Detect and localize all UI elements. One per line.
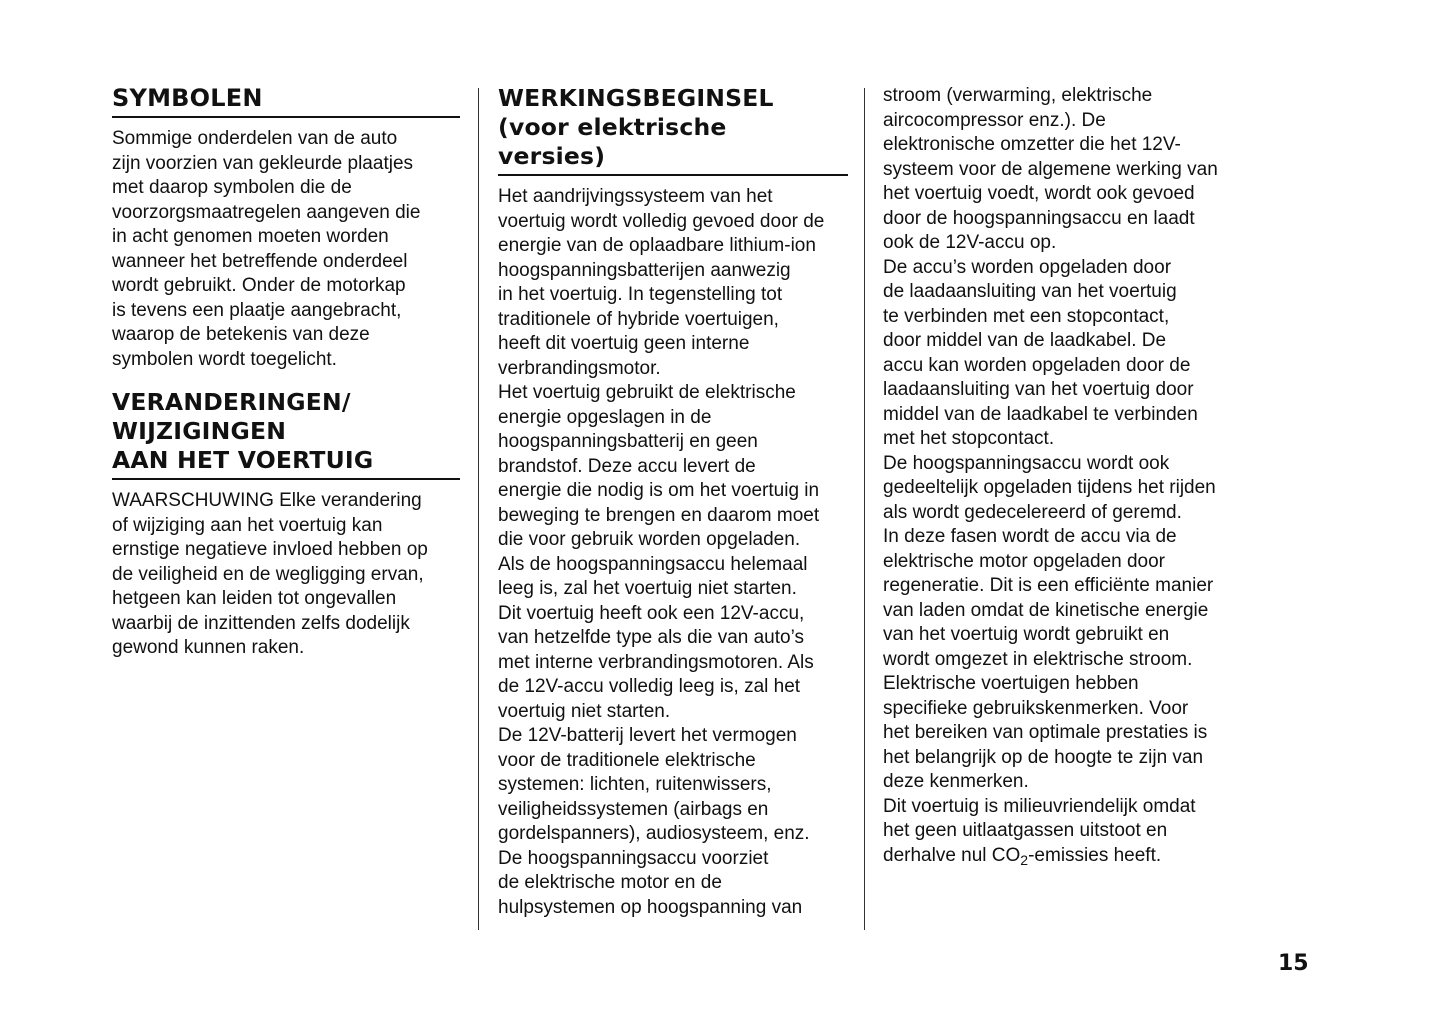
text-line: hoogspanningsbatterij en geen [498, 431, 758, 452]
middle-column [498, 84, 848, 920]
text-line: met interne verbrandingsmotoren. Als [498, 651, 814, 673]
text-line: met het stopcontact. [883, 428, 1055, 449]
text-line: in acht genomen moeten worden [112, 226, 389, 247]
werkingsbeginsel-paragraph [498, 185, 848, 920]
text-line: voertuig niet starten. [498, 700, 671, 722]
co2-subscript: 2 [1020, 851, 1029, 868]
text-line: brandstof. Deze accu levert de [498, 455, 756, 477]
text-line: voertuig wordt volledig gevoed door de [498, 210, 825, 232]
heading-symbolen: SYMBOLEN [112, 84, 460, 118]
co2-line [883, 844, 1243, 869]
wijzigingen-paragraph [112, 489, 460, 661]
co2-suffix: -emissies heeft. [1028, 844, 1162, 866]
text-line: energie opgeslagen in de [498, 406, 712, 428]
text-line: middel van de laadkabel te verbinden [883, 403, 1198, 425]
text-line: Als de hoogspanningsaccu helemaal [498, 553, 808, 575]
text-line: door middel van de laadkabel. De [883, 330, 1167, 351]
text-line: te verbinden met een stopcontact, [883, 305, 1170, 327]
text-line: in het voertuig. In tegenstelling tot [498, 284, 783, 305]
text-line: het belangrijk op de hoogte te zijn van [883, 746, 1204, 768]
heading-werkingsbeginsel [498, 84, 848, 176]
text-line: hoogspanningsbatterijen aanwezig [498, 259, 791, 281]
text-line: de veiligheid en de wegligging ervan, [112, 563, 424, 585]
heading-line: VERANDERINGEN/ [112, 388, 351, 416]
text-line: wanneer het betreffende onderdeel [112, 250, 408, 272]
text-line: regeneratie. Dit is een efficiënte manier [883, 575, 1214, 596]
text-line: ernstige negatieve invloed hebben op [112, 539, 428, 560]
text-line: hetgeen kan leiden tot ongevallen [112, 588, 397, 609]
text-line: gordelspanners), audiosysteem, enz. [498, 823, 810, 844]
heading-line: WIJZIGINGEN [112, 417, 287, 445]
text-line: De accu’s worden opgeladen door [883, 256, 1172, 278]
text-line: het voertuig voedt, wordt ook gevoed [883, 183, 1195, 204]
text-line: energie van de oplaadbare lithium-ion [498, 235, 816, 256]
text-line: het bereiken van optimale prestaties is [883, 722, 1208, 743]
column-divider-left [478, 88, 479, 930]
co2-prefix: derhalve nul CO [883, 844, 1021, 866]
text-line: beweging te brengen en daarom moet [498, 504, 820, 526]
text-line: Dit voertuig is milieuvriendelijk omdat [883, 795, 1196, 817]
right-column [883, 84, 1243, 868]
text-line: is tevens een plaatje aangebracht, [112, 299, 402, 321]
text-line: elektronische omzetter die het 12V- [883, 134, 1181, 155]
text-line: of wijziging aan het voertuig kan [112, 514, 383, 536]
text-line: voorzorgsmaatregelen aangeven die [112, 201, 421, 223]
text-line: leeg is, zal het voertuig niet starten. [498, 578, 797, 599]
heading-line: (voor elektrische [498, 113, 727, 141]
text-line: WAARSCHUWING Elke verandering [112, 490, 422, 511]
text-line: systemen: lichten, ruitenwissers, [498, 774, 772, 795]
text-line: met daarop symbolen die de [112, 177, 352, 198]
text-line: de 12V-accu volledig leeg is, zal het [498, 676, 801, 697]
heading-line: AAN HET VOERTUIG [112, 446, 374, 474]
text-line: De hoogspanningsaccu voorziet [498, 847, 769, 869]
text-line: energie die nodig is om het voertuig in [498, 480, 820, 501]
text-line: In deze fasen wordt de accu via de [883, 526, 1177, 547]
text-line: de elektrische motor en de [498, 872, 722, 893]
heading-veranderingen-wijzigingen [112, 388, 460, 480]
text-line: wordt omgezet in elektrische stroom. [883, 648, 1193, 670]
text-line: stroom (verwarming, elektrische [883, 85, 1153, 106]
text-line: veiligheidssystemen (airbags en [498, 798, 769, 820]
text-line: heeft dit voertuig geen interne [498, 333, 750, 354]
text-line: verbrandingsmotor. [498, 357, 661, 379]
text-line: gewond kunnen raken. [112, 637, 305, 658]
text-line: Het voertuig gebruikt de elektrische [498, 382, 796, 403]
werkingsbeginsel-continued-paragraph [883, 84, 1243, 868]
text-line: van het voertuig wordt gebruikt en [883, 624, 1170, 645]
text-line: wordt gebruikt. Onder de motorkap [112, 275, 406, 296]
text-line: door de hoogspanningsaccu en laadt [883, 207, 1195, 229]
text-line: accu kan worden opgeladen door de [883, 354, 1191, 376]
text-line: Het aandrijvingssysteem van het [498, 186, 773, 207]
text-line: systeem voor de algemene werking van [883, 158, 1218, 180]
text-line: specifieke gebruikskenmerken. Voor [883, 697, 1189, 719]
heading-line: WERKINGSBEGINSEL [498, 84, 774, 112]
text-line: Elektrische voertuigen hebben [883, 673, 1139, 694]
text-line: die voor gebruik worden opgeladen. [498, 529, 801, 550]
text-line: voor de traditionele elektrische [498, 749, 756, 771]
text-line: aircocompressor enz.). De [883, 109, 1106, 131]
symbolen-paragraph [112, 127, 460, 372]
page-number: 15 [1278, 951, 1309, 976]
text-line: Dit voertuig heeft ook een 12V-accu, [498, 602, 805, 624]
text-line: De hoogspanningsaccu wordt ook [883, 452, 1170, 474]
text-line: symbolen wordt toegelicht. [112, 348, 337, 370]
text-line: van laden omdat de kinetische energie [883, 599, 1209, 621]
text-line: deze kenmerken. [883, 771, 1029, 792]
text-line: gedeeltelijk opgeladen tijdens het rijden [883, 477, 1216, 498]
column-divider-right [864, 88, 865, 930]
text-line: Sommige onderdelen van de auto [112, 128, 398, 149]
text-line: ook de 12V-accu op. [883, 232, 1057, 253]
text-line: waarop de betekenis van deze [112, 324, 370, 345]
text-line: het geen uitlaatgassen uitstoot en [883, 820, 1168, 841]
text-line: als wordt gedecelereerd of geremd. [883, 501, 1182, 523]
text-line: de laadaansluiting van het voertuig [883, 281, 1177, 302]
text-line: De 12V-batterij levert het vermogen [498, 725, 797, 746]
text-line: hulpsystemen op hoogspanning van [498, 896, 803, 918]
text-line: elektrische motor opgeladen door [883, 550, 1166, 572]
text-line: laadaansluiting van het voertuig door [883, 379, 1194, 400]
text-line: waarbij de inzittenden zelfs dodelijk [112, 612, 410, 634]
left-column [112, 84, 460, 661]
heading-line: versies) [498, 142, 606, 170]
text-line: van hetzelfde type als die van auto’s [498, 627, 804, 648]
text-line: zijn voorzien van gekleurde plaatjes [112, 152, 414, 174]
text-line: traditionele of hybride voertuigen, [498, 308, 779, 330]
